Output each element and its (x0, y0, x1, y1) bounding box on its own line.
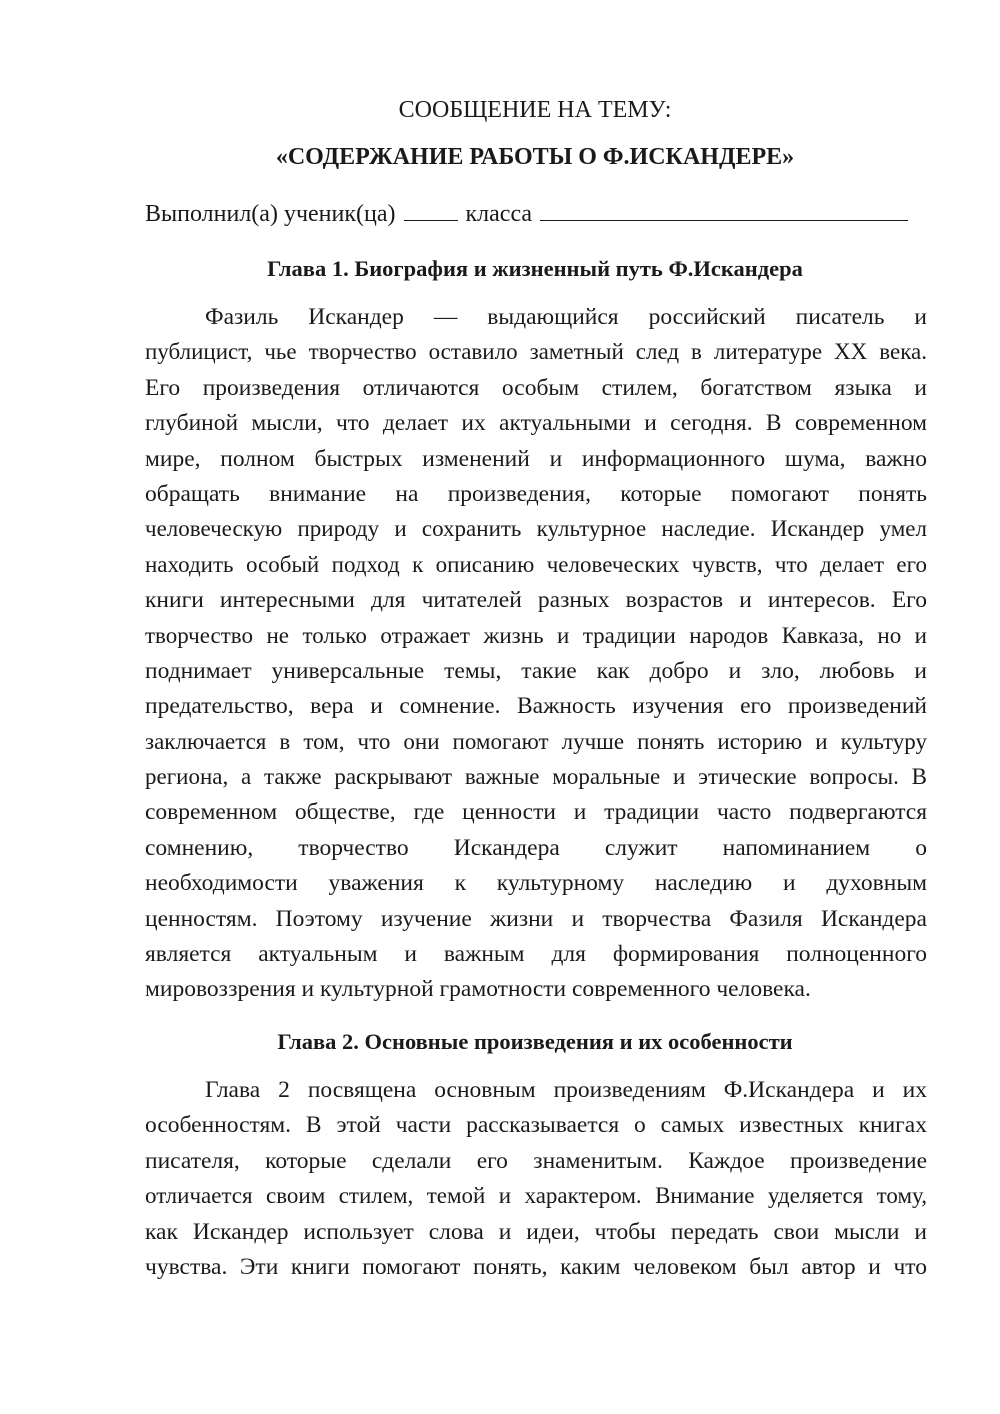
class-label: класса (465, 201, 533, 227)
chapter-1-heading: Глава 1. Биография и жизненный путь Ф.Искандера (267, 256, 803, 281)
paragraph-line: глубиной мысли, что делает их актуальными и сегодня. В современном (145, 410, 927, 437)
paragraph-line: необходимости уважения к культурному наследию и духовным (145, 870, 927, 897)
paragraph-line: как Искандер использует слова и идеи, чтобы передать свои мысли и (145, 1218, 927, 1245)
byline (145, 198, 935, 229)
document-title-line-2: «СОДЕРЖАНИЕ РАБОТЫ О Ф.ИСКАНДЕРЕ» (275, 144, 795, 170)
student-name-blank[interactable] (540, 198, 908, 221)
paragraph-line: Глава 2 посвящена основным произведениям Ф.Искандера и их (205, 1077, 927, 1103)
document-title-line-1: СООБЩЕНИЕ НА ТЕМУ: (398, 97, 672, 123)
paragraph-line: поднимает универсальные темы, такие как добро и зло, любовь и (145, 657, 927, 684)
paragraph-line: сомнению, творчество Искандера служит напоминанием о (145, 834, 927, 861)
paragraph-line: человеческую природу и сохранить культурное наследие. Искандер умел (145, 516, 927, 542)
chapter-1-paragraph (145, 302, 927, 1010)
paragraph-line: творчество не только отражает жизнь и традиции народов Кавказа, но и (145, 622, 927, 648)
paragraph-line: особенностям. В этой части рассказывается о самых известных книгах (145, 1112, 927, 1139)
paragraph-line: чувства. Эти книги помогают понять, каким человеком был автор и что (145, 1253, 927, 1280)
paragraph-line: мировоззрения и культурной грамотности современного человека. (145, 976, 811, 1003)
paragraph-line: современном обществе, где ценности и традиции часто подвергаются (145, 799, 927, 826)
paragraph-line: публицист, чье творчество оставило заметный след в литературе XX века. (145, 339, 927, 365)
paragraph-line: находить особый подход к описанию человеческих чувств, что делает его (145, 551, 927, 577)
paragraph-line: Его произведения отличаются особым стилем, богатством языка и (145, 374, 927, 401)
paragraph-line: писателя, которые сделали его знаменитым. Каждое произведение (145, 1147, 927, 1174)
chapter-2-heading: Глава 2. Основные произведения и их особенности (277, 1029, 793, 1054)
chapter-2-paragraph (145, 1075, 927, 1287)
paragraph-line: заключается в том, что они помогают лучше понять историю и культуру (145, 728, 927, 754)
paragraph-line: является актуальным и важным для формирования полноценного (145, 941, 927, 968)
paragraph-line: ценностям. Поэтому изучение жизни и творчества Фазиля Искандера (145, 905, 927, 932)
paragraph-line: мире, полном быстрых изменений и информационного шума, важно (145, 445, 927, 472)
paragraph-line: отличается своим стилем, темой и характером. Внимание уделяется тому, (145, 1183, 927, 1209)
paragraph-line: Фазиль Искандер — выдающийся российский писатель и (205, 304, 927, 330)
class-number-blank[interactable] (404, 198, 458, 221)
performed-by-label: Выполнил(а) ученик(ца) (145, 201, 396, 227)
paragraph-line: книги интересными для читателей разных возрастов и интересов. Его (145, 587, 927, 614)
paragraph-line: региона, а также раскрывают важные моральные и этические вопросы. В (145, 764, 927, 790)
paragraph-line: предательство, вера и сомнение. Важность изучения его произведений (145, 693, 927, 720)
paragraph-line: обращать внимание на произведения, которые помогают понять (145, 480, 927, 507)
